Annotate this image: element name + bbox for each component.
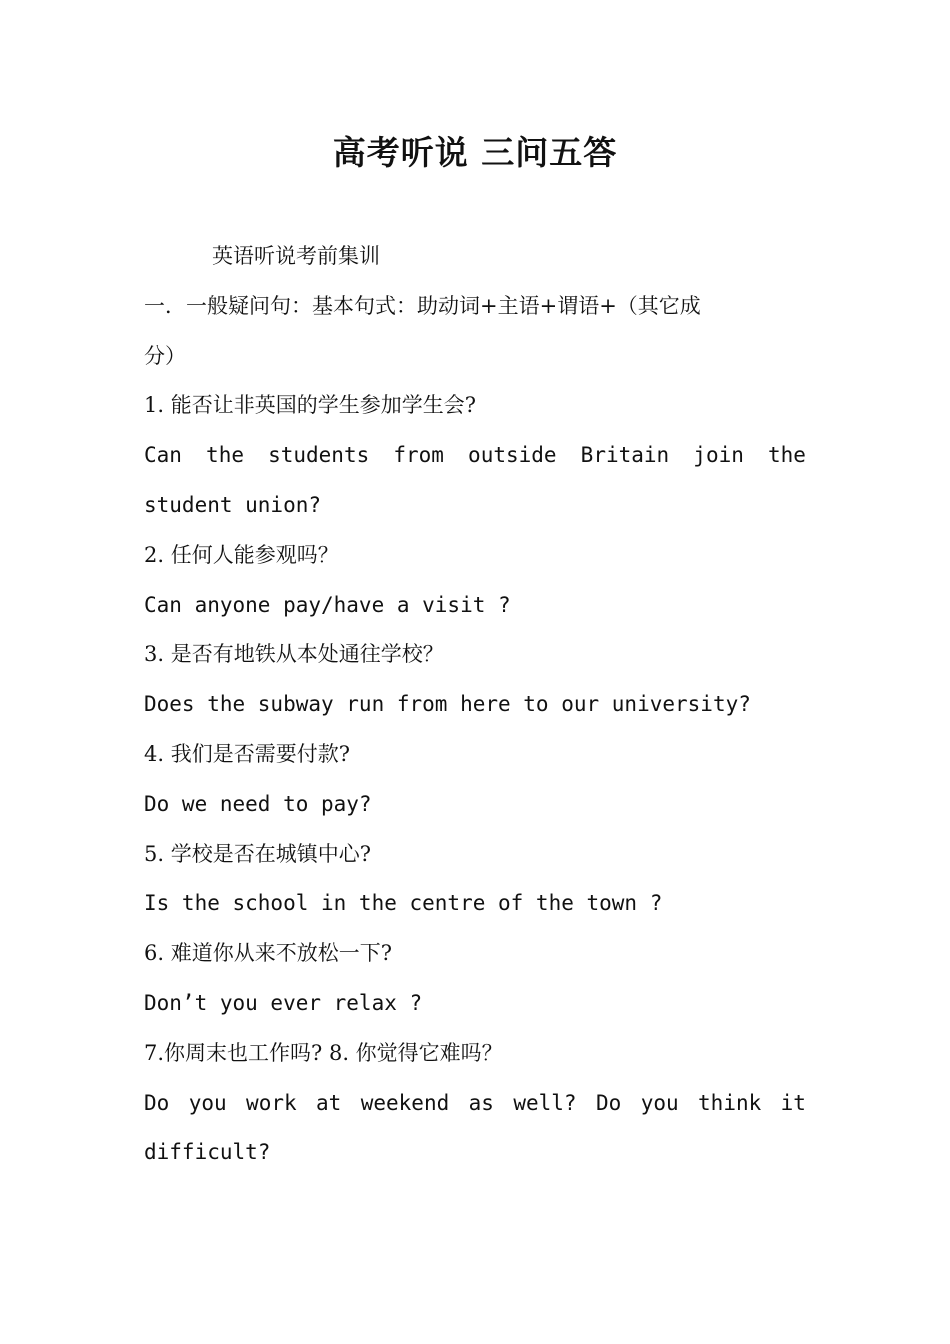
answer-7-8-line-2: difficult? xyxy=(144,1140,271,1165)
word: the xyxy=(206,443,244,468)
question-2: 2. 任何人能参观吗？ xyxy=(144,542,339,567)
answer-2: Can anyone pay/have a visit ? xyxy=(144,592,511,617)
word: the xyxy=(767,443,806,468)
document-body xyxy=(144,232,806,1178)
word: work xyxy=(246,1090,297,1115)
word: students xyxy=(268,443,370,468)
section-heading: 一．一般疑问句：基本句式：助动词+主语+谓语+（其它成 xyxy=(144,293,701,318)
answer-5: Is the school in the centre of the town ? xyxy=(144,891,663,916)
answer-3: Does the subway run from here to our university? xyxy=(144,692,751,717)
document-title: 高考听说 三问五答 xyxy=(332,133,618,172)
section-heading-cont: 分） xyxy=(144,343,186,368)
question-7-8: 7.你周末也工作吗? 8. 你觉得它难吗？ xyxy=(144,1040,503,1065)
subtitle: 英语听说考前集训 xyxy=(212,244,380,268)
question-1: 1. 能否让非英国的学生参加学生会? xyxy=(144,393,476,418)
answer-6: Don’t you ever relax ? xyxy=(144,990,423,1015)
word: you xyxy=(640,1090,679,1115)
word: from xyxy=(393,443,444,468)
question-3: 3. 是否有地铁从本处通往学校？ xyxy=(144,642,444,667)
word: Britain xyxy=(580,443,670,468)
word: it xyxy=(780,1090,806,1115)
word: well? xyxy=(513,1090,577,1115)
word: at xyxy=(316,1090,342,1115)
answer-7-8-line-1 xyxy=(144,1079,806,1129)
word: join xyxy=(693,443,744,468)
word: Do xyxy=(144,1090,170,1115)
word: think xyxy=(698,1090,762,1115)
word: weekend xyxy=(360,1090,450,1115)
answer-1-line-1 xyxy=(144,431,806,481)
word: as xyxy=(468,1090,494,1115)
word: you xyxy=(188,1090,227,1115)
question-5: 5. 学校是否在城镇中心? xyxy=(144,841,371,866)
question-6: 6. 难道你从来不放松一下? xyxy=(144,941,392,966)
word: Can xyxy=(144,443,182,468)
answer-1-line-2: student union? xyxy=(144,492,322,517)
word: Do xyxy=(595,1090,622,1115)
question-4: 4. 我们是否需要付款? xyxy=(144,741,350,766)
answer-4: Do we need to pay? xyxy=(144,791,372,816)
word: outside xyxy=(468,443,557,468)
